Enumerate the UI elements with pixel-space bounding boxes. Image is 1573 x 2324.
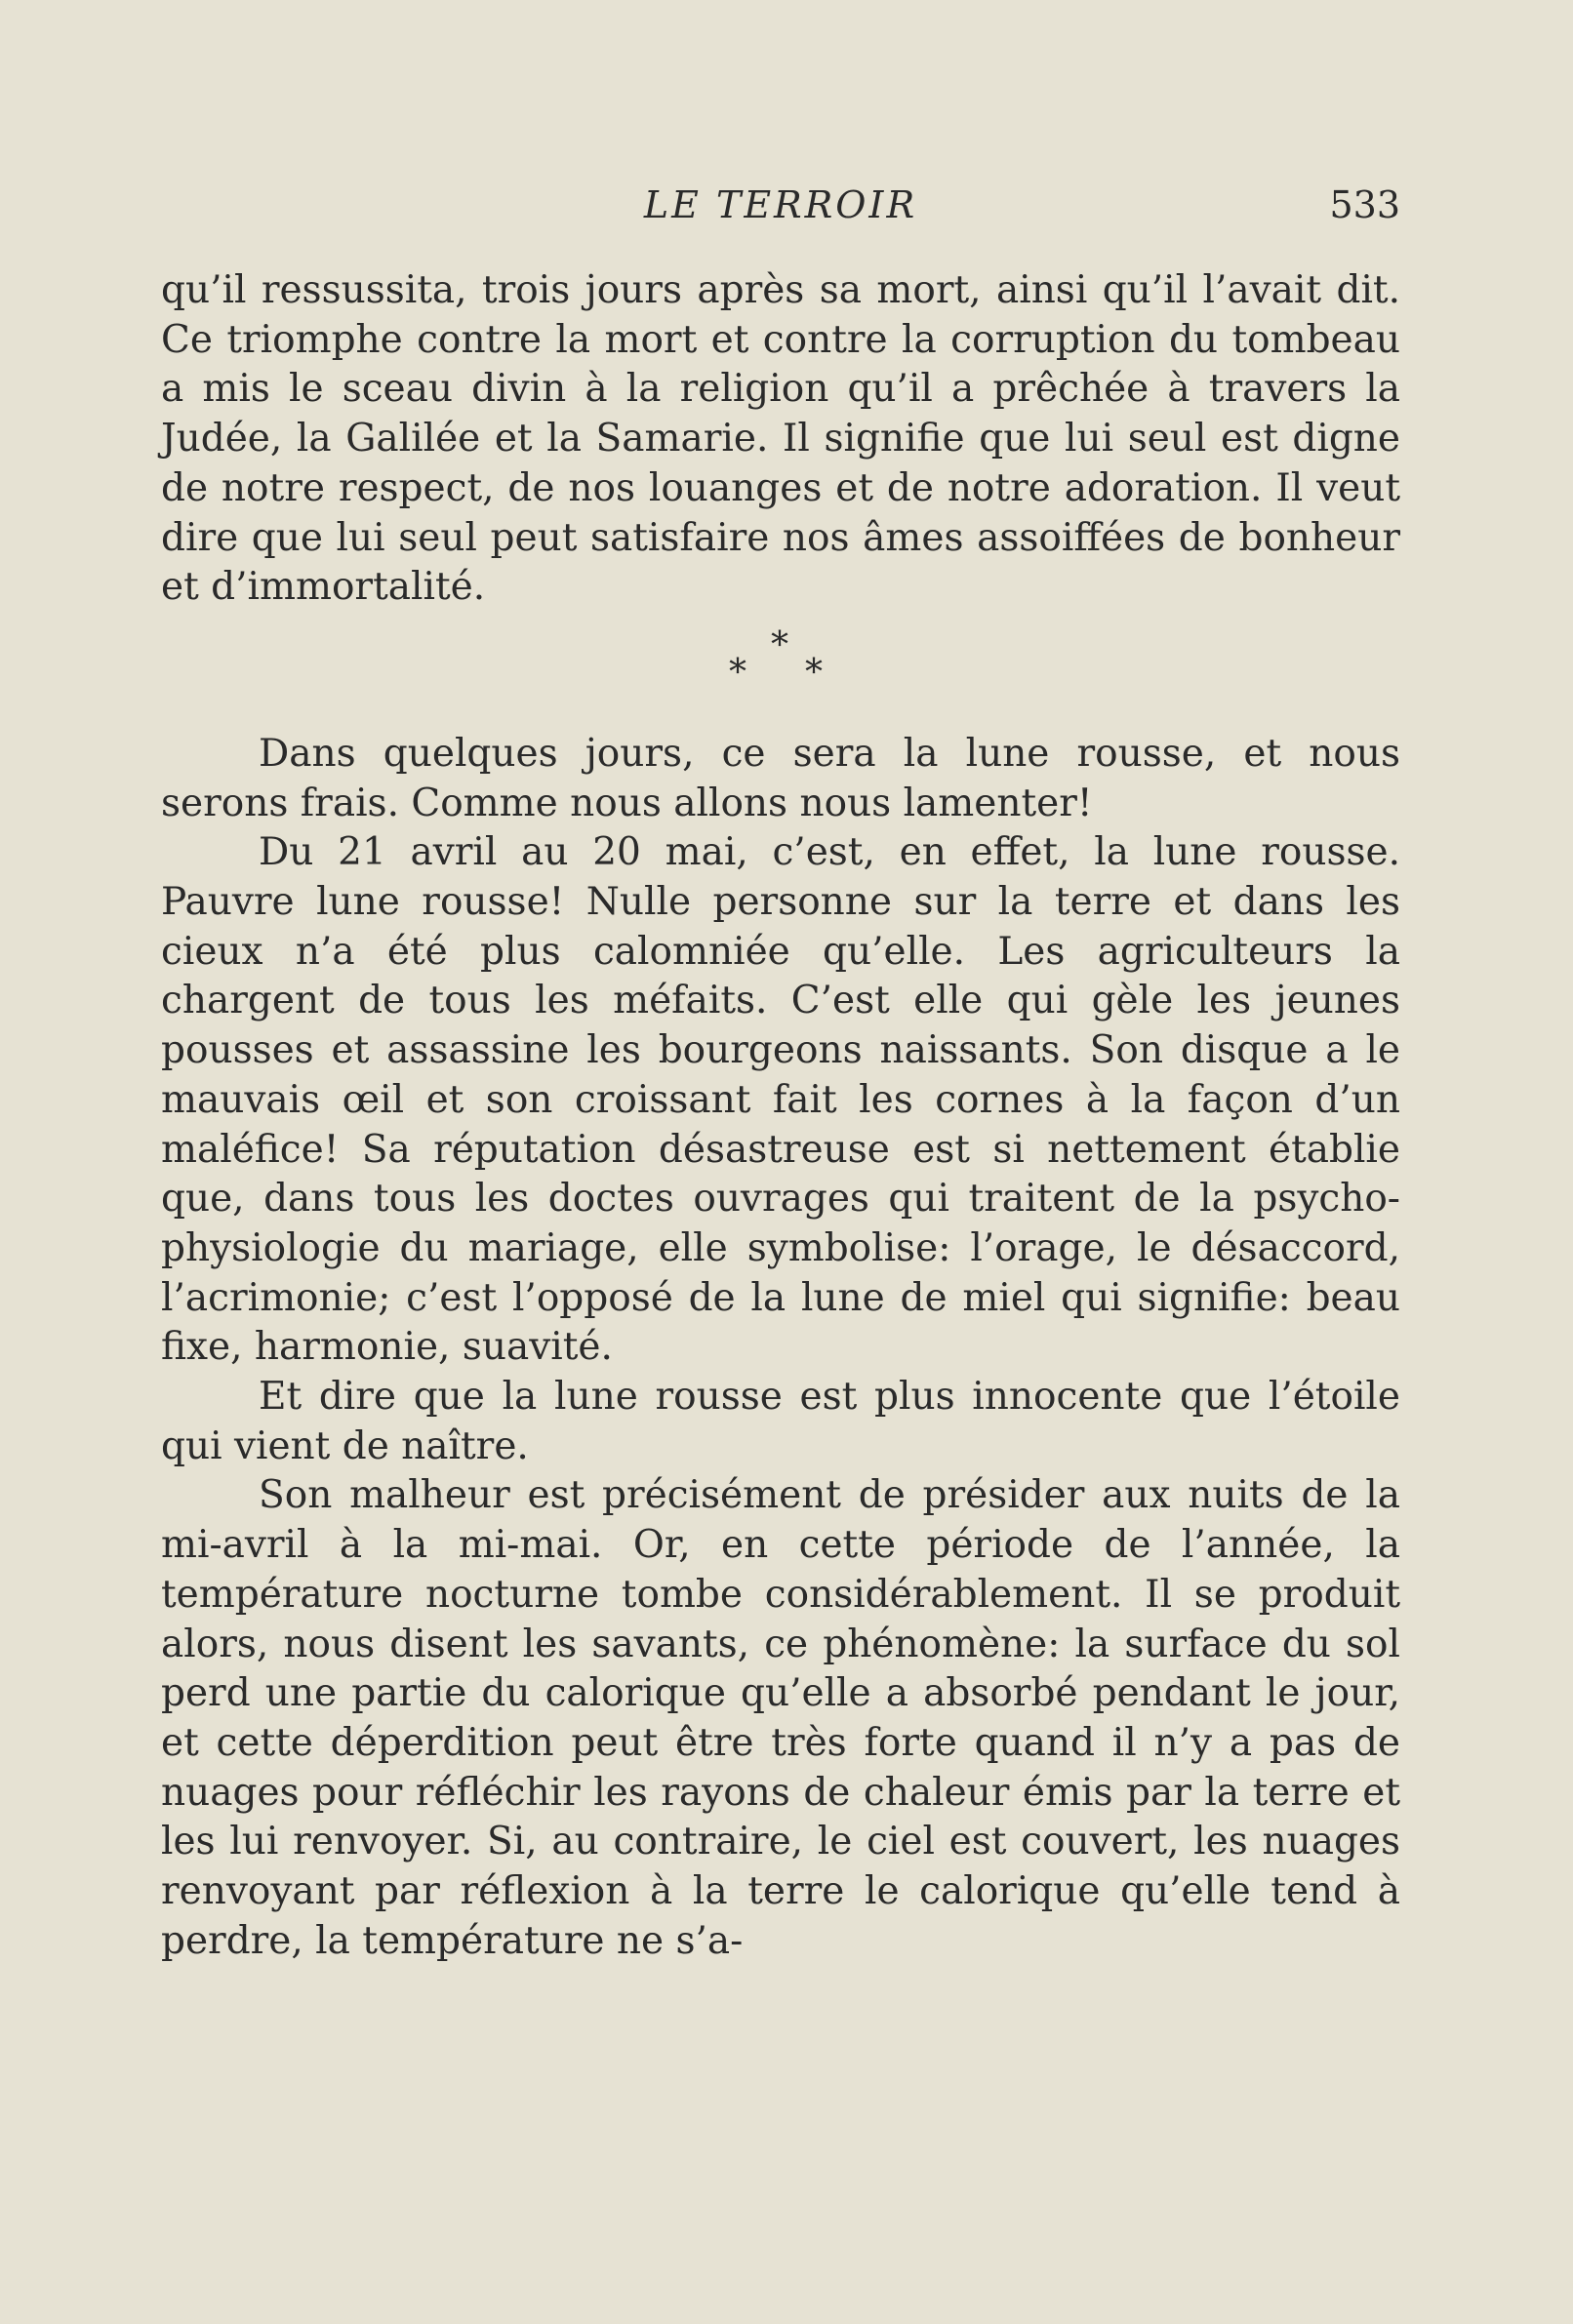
paragraph: Et dire que la lune rousse est plus innocente que l’étoile qui vient de naître. bbox=[161, 1375, 1400, 1468]
asterisk-glyph: * bbox=[729, 652, 746, 693]
running-title: LE TERROIR bbox=[643, 183, 918, 226]
section-separator-asterism bbox=[161, 622, 1400, 730]
page-number: 533 bbox=[1329, 183, 1400, 226]
paragraph: Du 21 avril au 20 mai, c’est, en effet, la lune rousse. Pauvre lune rousse! Nulle personne sur la terre et dans les cieux n’a été plus calomniée qu’elle. Les agriculteurs la chargent de tous les méfaits. C’est elle qui gèle les jeunes pousses et assassine les bourgeons naissants. Son disque a le mauvais œil et son croissant fait les cornes à la façon d’un maléfice! Sa réputation désastreuse est si nettement établie que, dans tous les doctes ouvrages qui traitent de la psycho-physiologie du mariage, elle symbolise: l’orage, le désaccord, l’acrimonie; c’est l’opposé de la lune de miel qui signifie: beau fixe, harmonie, suavité. bbox=[161, 830, 1400, 1370]
asterisk-glyph: * bbox=[805, 652, 823, 693]
paragraph: Dans quelques jours, ce sera la lune rousse, et nous serons frais. Comme nous allons nous lamenter! bbox=[161, 731, 1400, 825]
paragraph: Son malheur est précisément de présider aux nuits de la mi-avril à la mi-mai. Or, en cette période de l’année, la température nocturne tombe considérablement. Il se produit alors, nous disent les savants, ce phénomène: la surface du sol perd une partie du calorique qu’elle a absorbé pendant le jour, et cette déperdition peut être très forte quand il n’y a pas de nuages pour réfléchir les rayons de chaleur émis par la terre et les lui renvoyer. Si, au contraire, le ciel est couvert, les nuages renvoyant par réflexion à la terre le calorique qu’elle tend à perdre, la température ne s’a- bbox=[161, 1473, 1400, 1963]
paragraph: qu’il ressussita, trois jours après sa mort, ainsi qu’il l’avait dit. Ce triomphe contre la mort et contre la corruption du tombeau a mis le sceau divin à la religion qu’il a prêchée à travers la Judée, la Galilée et la Samarie. Il signifie que lui seul est digne de notre respect, de nos louanges et de notre adoration. Il veut dire que lui seul peut satisfaire nos âmes assoiffées de bonheur et d’immortalité. bbox=[161, 268, 1400, 610]
running-head bbox=[161, 183, 1400, 242]
asterisk-glyph: * bbox=[771, 624, 788, 665]
body-text bbox=[161, 266, 1400, 1967]
